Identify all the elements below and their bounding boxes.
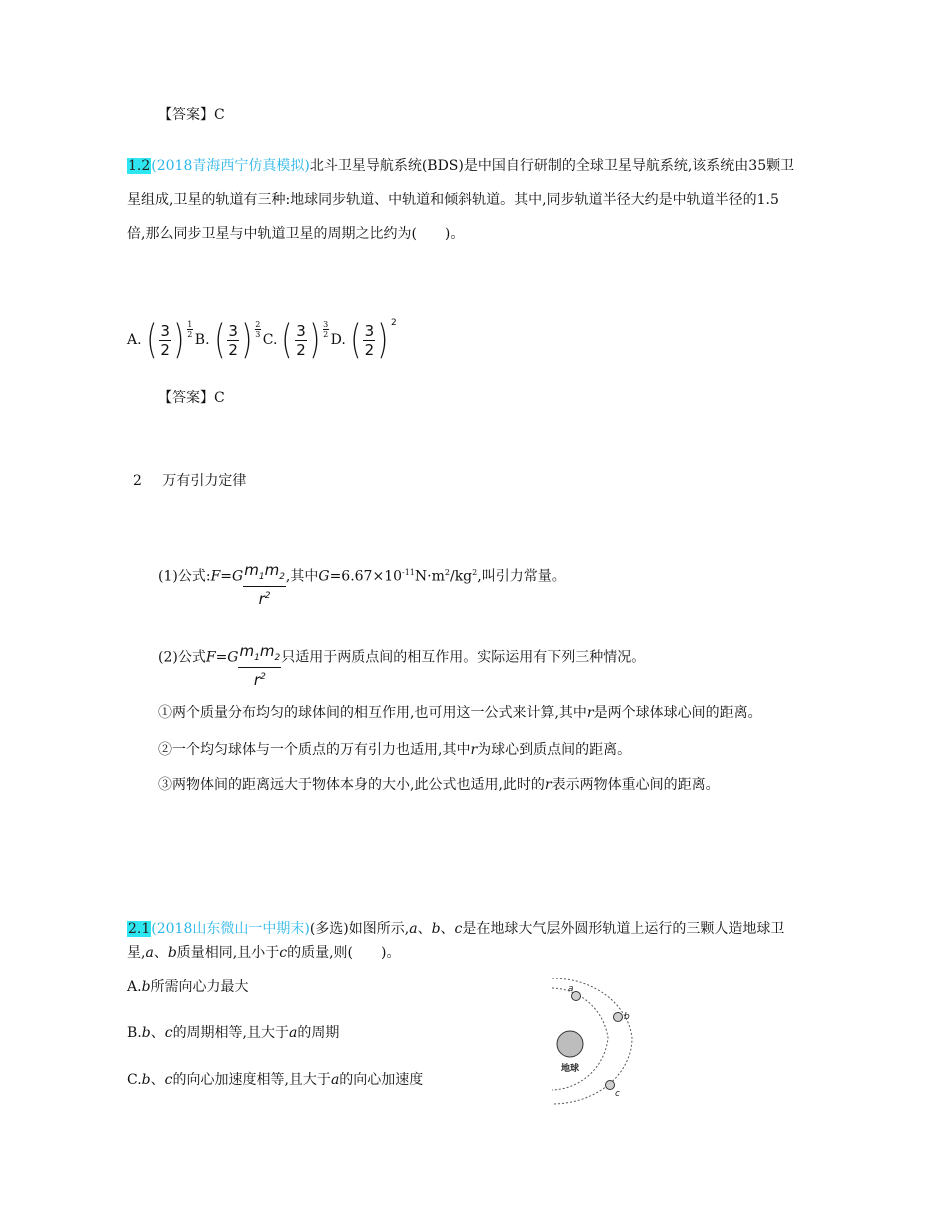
- formula-2-suffix: 只适用于两质点间的相互作用。实际运用有下列三种情况。: [281, 649, 646, 666]
- gravity-const-symbol: G: [232, 568, 244, 585]
- satellite-b-label: b: [624, 1012, 630, 1022]
- question-1-2-line3: 倍,那么同步卫星与中轨道卫星的周期之比约为( )。: [127, 226, 465, 242]
- answer-line: 【答案】C: [158, 390, 225, 406]
- satellite-b-icon: [614, 1013, 623, 1022]
- question-source[interactable]: (2018青海西宁仿真模拟): [151, 158, 310, 174]
- question-1-2-line1: [127, 156, 794, 176]
- satellite-a-label: a: [568, 984, 574, 994]
- question-1-2-options: [127, 318, 399, 362]
- question-2-1-line2: 星,a、b质量相同,且小于c的质量,则( )。: [127, 945, 401, 961]
- question-text: 北斗卫星导航系统(BDS)是中国自行研制的全球卫星导航系统,该系统由35颗卫: [309, 158, 795, 174]
- answer-line: 【答案】C: [158, 107, 225, 123]
- satellite-c-icon: [606, 1081, 615, 1090]
- formula-1-suffix: ,叫引力常量。: [477, 568, 566, 585]
- option-c-expression: ( 3 2 ) 3 2: [281, 317, 329, 363]
- option-a[interactable]: A.b所需向心力最大: [127, 979, 249, 995]
- formula-2-line: (2)公式F=G $\frac{m_1m_2}{r^2}$ 只适用于两质点间的相互作用。实际运用有下列三种情况。: [158, 642, 646, 689]
- question-id[interactable]: 2.1: [128, 921, 151, 937]
- case-3: ③两物体间的距离远大于物体本身的大小,此公式也适用,此时的r表示两物体重心间的距离。: [158, 777, 720, 793]
- section-number: 2: [133, 473, 142, 489]
- case-2: ②一个均匀球体与一个质点的万有引力也适用,其中r为球心到质点间的距离。: [158, 742, 632, 758]
- satellite-c-label: c: [615, 1089, 620, 1099]
- question-id[interactable]: 1.2: [128, 158, 151, 174]
- question-source[interactable]: (2018山东微山一中期末): [151, 921, 310, 937]
- option-b[interactable]: B.b、c的周期相等,且大于a的周期: [127, 1025, 340, 1041]
- option-b-label: B.: [194, 332, 210, 348]
- earth-icon: [557, 1031, 583, 1057]
- option-c[interactable]: C.b、c的向心加速度相等,且大于a的向心加速度: [127, 1072, 424, 1088]
- section-heading: [133, 471, 246, 491]
- orbit-diagram: [540, 978, 640, 1108]
- option-c-label: C.: [262, 332, 278, 348]
- case-1: ①两个质量分布均匀的球体间的相互作用,也可用这一公式来计算,其中r是两个球体球心间的距离。: [158, 705, 762, 721]
- option-d-label: D.: [330, 332, 346, 348]
- formula-1-line: (1)公式:F=G $\frac{m_1m_2}{r^2}$ ,其中$G=6.67\times 10^{-11}N\cdot m^2/kg^2$,叫引力常量。: [158, 561, 566, 608]
- option-b-expression: ( 3 2 ) 2 3: [213, 317, 261, 363]
- gravitation-fraction: $\frac{m_1m_2}{r^2}$: [244, 561, 285, 608]
- option-d-expression: ( 3 2 ) 2: [350, 317, 397, 363]
- option-a-label: A.: [127, 332, 142, 348]
- formula-2-prefix: (2)公式: [158, 649, 206, 666]
- question-1-2-line2: 星组成,卫星的轨道有三种:地球同步轨道、中轨道和倾斜轨道。其中,同步轨道半径大约是中轨道半径的1.5: [127, 192, 779, 208]
- section-title: 万有引力定律: [162, 473, 247, 489]
- force-symbol: F: [210, 568, 221, 585]
- formula-1-prefix: (1)公式:: [158, 568, 211, 585]
- question-2-1-line1: 2.1(2018山东微山一中期末)(多选)如图所示,a、b、c是在地球大气层外圆形轨道上运行的三颗人造地球卫: [128, 921, 785, 937]
- gravitation-fraction: $\frac{m_1m_2}{r^2}$: [239, 642, 281, 689]
- earth-label: 地球: [560, 1064, 580, 1074]
- option-a-expression: ( 3 2 ) 1 2: [145, 317, 193, 363]
